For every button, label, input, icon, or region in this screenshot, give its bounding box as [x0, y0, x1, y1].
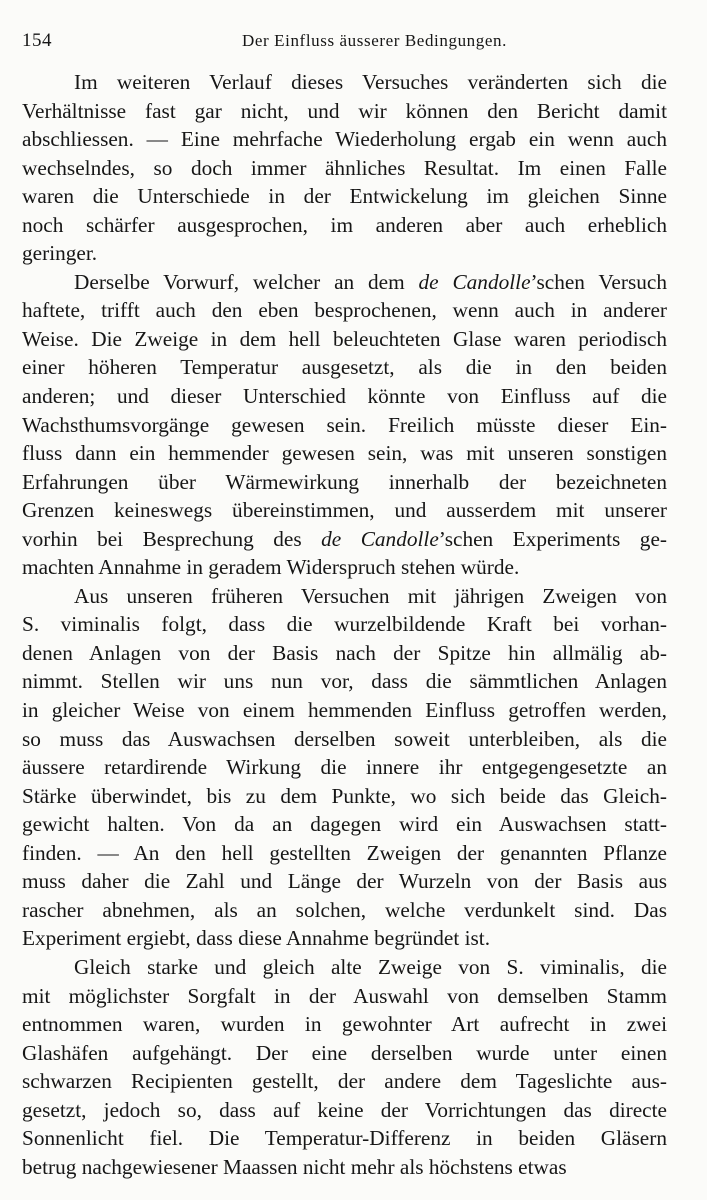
text-line: noch schärfer ausgesprochen, im anderen aber auch erheblich	[22, 212, 667, 237]
text-line: Erfahrungen über Wärmewirkung innerhalb der bezeichneten	[22, 469, 667, 494]
text-line: Sonnenlicht fiel. Die Temperatur-Differenz in beiden Gläsern	[22, 1126, 667, 1151]
text-line: äussere retardirende Wirkung die innere ihr entgegengesetzte an	[22, 755, 667, 780]
text-line: in gleicher Weise von einem hemmenden Einfluss getroffen werden,	[22, 698, 667, 723]
text-line: rascher abnehmen, als an solchen, welche verdunkelt sind. Das	[22, 897, 667, 922]
text-line: muss daher die Zahl und Länge der Wurzeln von der Basis aus	[22, 869, 667, 894]
text-line	[22, 268, 667, 297]
text-line: Wachsthumsvorgänge gewesen sein. Freilich müsste dieser Ein-	[22, 412, 667, 437]
italic-name: de Candolle	[418, 269, 531, 294]
paragraph	[22, 268, 667, 582]
text-line: entnommen waren, wurden in gewohnter Art aufrecht in zwei	[22, 1012, 667, 1037]
text-line: abschliessen. — Eine mehrfache Wiederholung ergab ein wenn auch	[22, 127, 667, 152]
paragraph	[22, 68, 667, 268]
text-line: S. viminalis folgt, dass die wurzelbildende Kraft bei vorhan-	[22, 612, 667, 637]
text-line: Verhältnisse fast gar nicht, und wir können den Bericht damit	[22, 98, 667, 123]
text-segment: vorhin bei Besprechung des	[22, 526, 322, 551]
text-line: schwarzen Recipienten gestellt, der andere dem Tageslichte aus-	[22, 1069, 667, 1094]
text-line: gesetzt, jedoch so, dass auf keine der Vorrichtungen das directe	[22, 1097, 667, 1122]
text-line: Weise. Die Zweige in dem hell beleuchteten Glase waren periodisch	[22, 326, 667, 351]
text-segment: Derselbe Vorwurf, welcher an dem	[74, 269, 419, 294]
text-line: waren die Unterschiede in der Entwickelung im gleichen Sinne	[22, 184, 667, 209]
text-line: Grenzen keineswegs übereinstimmen, und ausserdem mit unserer	[22, 498, 667, 523]
text-line: nimmt. Stellen wir uns nun vor, dass die sämmtlichen Anlagen	[22, 669, 667, 694]
italic-name: de Candolle	[321, 526, 439, 551]
text-line: Stärke überwindet, bis zu dem Punkte, wo sich beide das Gleich-	[22, 783, 667, 808]
text-line: denen Anlagen von der Basis nach der Spitze hin allmälig ab-	[22, 640, 667, 665]
paragraph	[22, 953, 667, 1181]
text-line: Experiment ergiebt, dass diese Annahme begründet ist.	[22, 926, 491, 951]
text-line: geringer.	[22, 241, 98, 266]
page-header	[22, 30, 667, 54]
page-number: 154	[22, 30, 52, 51]
running-title: Der Einfluss äusserer Bedingungen.	[242, 31, 507, 50]
text-line: finden. — An den hell gestellten Zweigen der genannten Pflanze	[22, 840, 667, 865]
text-line: Gleich starke und gleich alte Zweige von S. viminalis, die	[74, 954, 667, 979]
text-line: gewicht halten. Von da an dagegen wird ein Auswachsen statt-	[22, 812, 667, 837]
text-segment: ’schen Experiments ge-	[438, 526, 667, 551]
text-line: so muss das Auswachsen derselben soweit unterbleiben, als die	[22, 726, 667, 751]
text-line: Glashäfen aufgehängt. Der eine derselben wurde unter einen	[22, 1040, 667, 1065]
text-line: Aus unseren früheren Versuchen mit jährigen Zweigen von	[74, 583, 667, 608]
text-line: anderen; und dieser Unterschied könnte von Einfluss auf die	[22, 384, 667, 409]
text-line: wechselndes, so doch immer ähnliches Resultat. Im einen Falle	[22, 155, 667, 180]
text-line: fluss dann ein hemmender gewesen sein, was mit unseren sonstigen	[22, 441, 667, 466]
text-line: einer höheren Temperatur ausgesetzt, als die in den beiden	[22, 355, 667, 380]
text-line	[22, 525, 667, 554]
text-line: Im weiteren Verlauf dieses Versuches veränderten sich die	[74, 70, 667, 94]
paragraph	[22, 582, 667, 953]
text-line: machten Annahme in geradem Widerspruch stehen würde.	[22, 555, 520, 580]
body-text	[22, 68, 667, 1181]
text-line: betrug nachgewiesener Maassen nicht mehr als höchstens etwas	[22, 1154, 567, 1179]
text-segment: ’schen Versuch	[530, 269, 667, 294]
text-line: haftete, trifft auch den eben besprochenen, wenn auch in anderer	[22, 298, 667, 323]
text-line: mit möglichster Sorgfalt in der Auswahl von demselben Stamm	[22, 983, 667, 1008]
